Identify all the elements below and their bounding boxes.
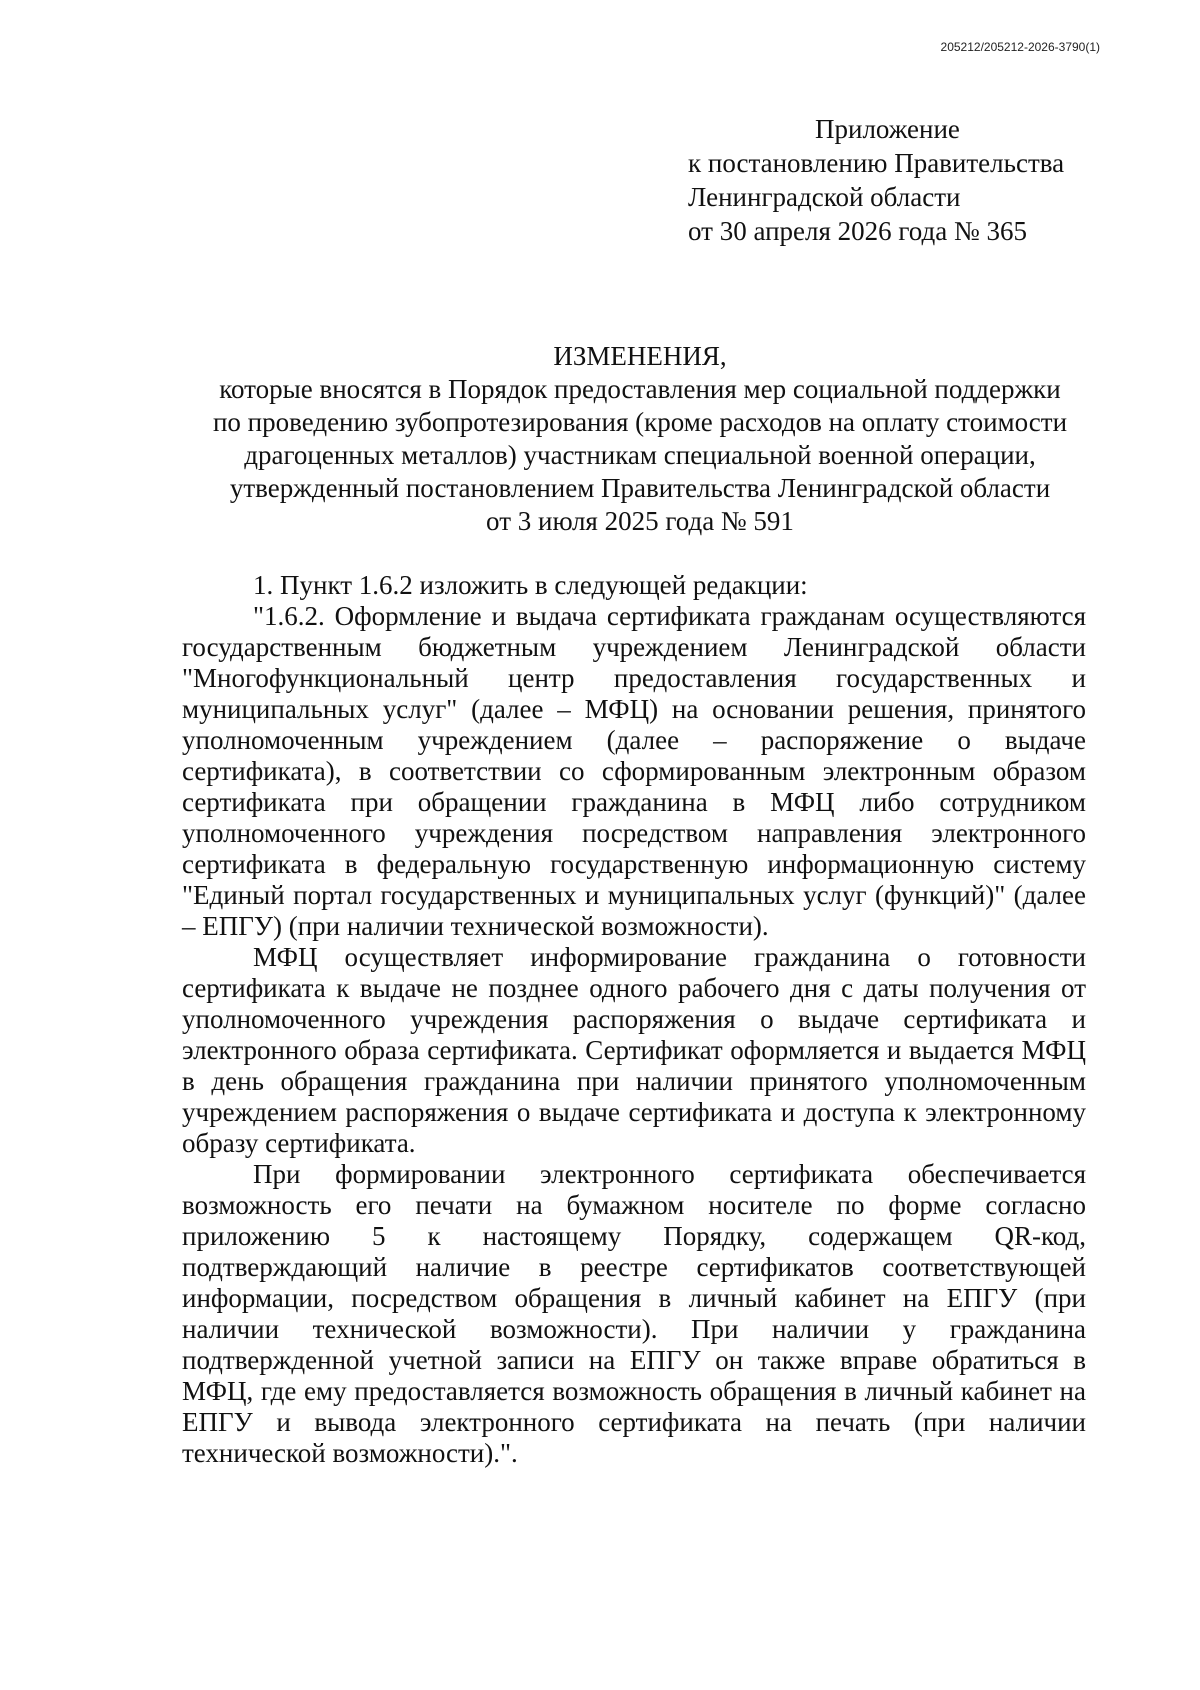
paragraph-1: "1.6.2. Оформление и выдача сертификата гражданам осуществляются государственным бюджетным учреждением Ленинградской области "Многофункциональный центр предоставления государственных и муниципальных услуг" (далее – МФЦ) на основании решения, принятого уполномоченным учреждением (далее – распоряжение о выдаче сертификата), в соответствии со сформированным электронным образом сертификата при обращении гражданина в МФЦ либо сотрудником уполномоченного учреждения посредством направления электронного сертификата в федеральную государственную информационную систему "Единый портал государственных и муниципальных услуг (функций)" (далее – ЕПГУ) (при наличии технической возможности). [182, 601, 1086, 941]
appendix-line-3: Ленинградской области [688, 182, 961, 212]
paragraph-3: При формировании электронного сертификата обеспечивается возможность его печати на бумажном носителе по форме согласно приложению 5 к настоящему Порядку, содержащем QR-код, подтверждающий наличие в реестре сертификатов соответствующей информации, посредством обращения в личный кабинет на ЕПГУ (при наличии технической возможности). При наличии у гражданина подтвержденной учетной записи на ЕПГУ он также вправе обратиться в МФЦ, где ему предоставляется возможность обращения в личный кабинет на ЕПГУ и вывода электронного сертификата на печать (при наличии технической возможности).". [182, 1159, 1086, 1468]
document-id: 205212/205212-2026-3790(1) [940, 40, 1100, 54]
subtitle-line-1: которые вносятся в Порядок предоставления мер социальной поддержки [219, 374, 1061, 404]
subtitle-line-2: по проведению зубопротезирования (кроме расходов на оплату стоимости [212, 407, 1068, 437]
appendix-header [688, 112, 1064, 248]
document-title-block [180, 340, 1100, 538]
point-1-intro: 1. Пункт 1.6.2 изложить в следующей редакции: [253, 570, 808, 600]
subtitle-line-4: утвержденный постановлением Правительства Ленинградской области [229, 473, 1051, 503]
subtitle-line-3: драгоценных металлов) участникам специальной военной операции, [244, 440, 1036, 470]
document-title: ИЗМЕНЕНИЯ, [553, 341, 727, 371]
appendix-line-2: к постановлению Правительства [688, 148, 1065, 178]
subtitle-line-5: от 3 июля 2025 года № 591 [486, 506, 794, 536]
paragraph-2: МФЦ осуществляет информирование гражданина о готовности сертификата к выдаче не позднее одного рабочего дня с даты получения от уполномоченного учреждения распоряжения о выдаче сертификата и электронного образа сертификата. Сертификат оформляется и выдается МФЦ в день обращения гражданина при наличии принятого уполномоченным учреждением распоряжения о выдаче сертификата и доступа к электронному образу сертификата. [182, 942, 1086, 1158]
appendix-line-4: от 30 апреля 2026 года № 365 [688, 216, 1028, 246]
appendix-line-1: Приложение [815, 114, 960, 144]
document-body [182, 570, 1086, 1469]
